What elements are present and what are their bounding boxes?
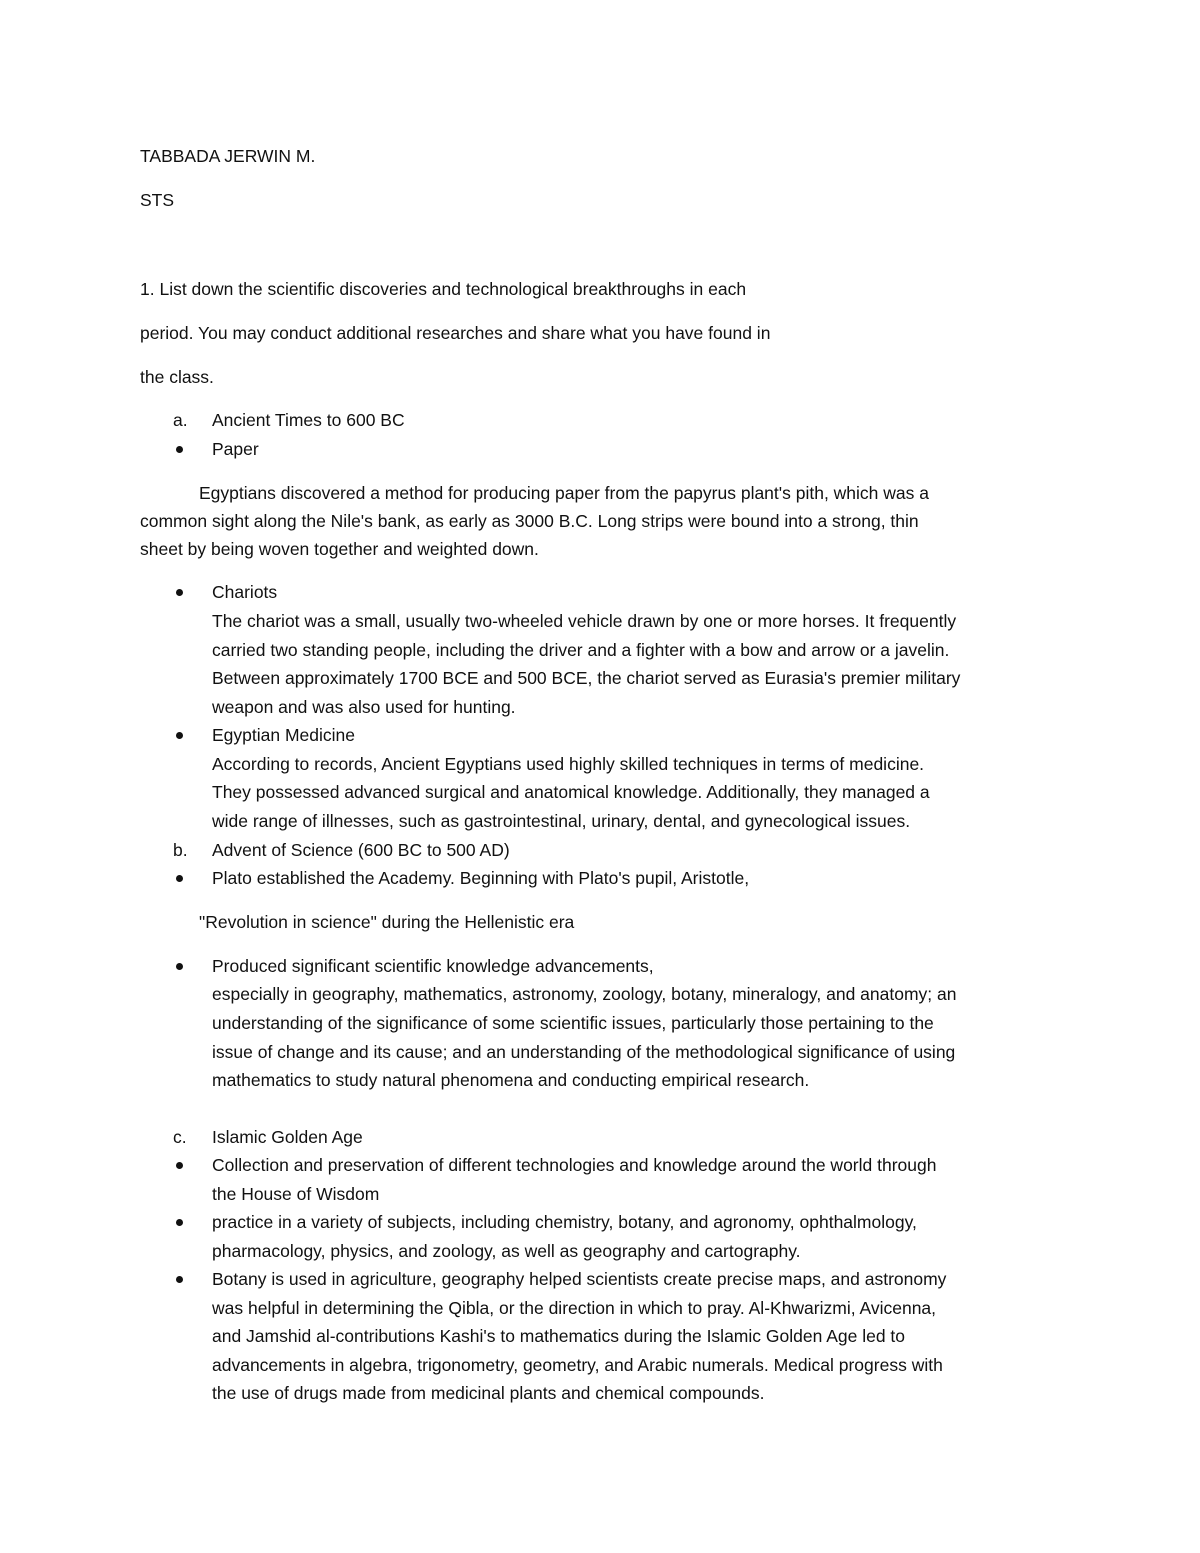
collection-line-2: the House of Wisdom bbox=[212, 1184, 380, 1204]
chariots-line-4: weapon and was also used for hunting. bbox=[212, 697, 516, 717]
paper-line-1: Egyptians discovered a method for producing paper from the papyrus plant's pith, which was a bbox=[199, 483, 929, 503]
botany-line-5: the use of drugs made from medicinal plants and chemical compounds. bbox=[212, 1383, 765, 1403]
bullet-icon bbox=[176, 963, 183, 970]
medicine-line-3: wide range of illnesses, such as gastrointestinal, urinary, dental, and gynecological issues. bbox=[212, 811, 911, 831]
produced-line-2: especially in geography, mathematics, astronomy, zoology, botany, mineralogy, and anatomy; an bbox=[212, 984, 957, 1004]
revolution-line: "Revolution in science" during the Hellenistic era bbox=[199, 912, 575, 932]
subject-label: STS bbox=[140, 190, 175, 210]
chariots-title: Chariots bbox=[212, 582, 278, 602]
plato-line: Plato established the Academy. Beginning with Plato's pupil, Aristotle, bbox=[212, 868, 750, 888]
paper-line-3: sheet by being woven together and weighted down. bbox=[140, 539, 539, 559]
section-a-marker: a. bbox=[173, 410, 188, 430]
medicine-line-2: They possessed advanced surgical and anatomical knowledge. Additionally, they managed a bbox=[212, 782, 930, 802]
practice-line-1: practice in a variety of subjects, including chemistry, botany, and agronomy, ophthalmology, bbox=[212, 1212, 917, 1232]
produced-line-4: issue of change and its cause; and an understanding of the methodological significance of using bbox=[212, 1042, 956, 1062]
question-line-2: period. You may conduct additional researches and share what you have found in bbox=[140, 323, 771, 343]
produced-line-3: understanding of the significance of some scientific issues, particularly those pertaining to the bbox=[212, 1013, 934, 1033]
botany-line-1: Botany is used in agriculture, geography helped scientists create precise maps, and astronomy bbox=[212, 1269, 947, 1289]
medicine-title: Egyptian Medicine bbox=[212, 725, 355, 745]
chariots-line-1: The chariot was a small, usually two-wheeled vehicle drawn by one or more horses. It frequently bbox=[212, 611, 957, 631]
produced-line-5: mathematics to study natural phenomena and conducting empirical research. bbox=[212, 1070, 810, 1090]
student-name: TABBADA JERWIN M. bbox=[140, 146, 316, 166]
section-c-marker: c. bbox=[173, 1127, 187, 1147]
medicine-line-1: According to records, Ancient Egyptians used highly skilled techniques in terms of medicine. bbox=[212, 754, 925, 774]
bullet-icon bbox=[176, 1162, 183, 1169]
section-b-marker: b. bbox=[173, 840, 188, 860]
practice-line-2: pharmacology, physics, and zoology, as well as geography and cartography. bbox=[212, 1241, 801, 1261]
paper-title: Paper bbox=[212, 439, 259, 459]
chariots-line-2: carried two standing people, including the driver and a fighter with a bow and arrow or a javelin. bbox=[212, 640, 950, 660]
bullet-icon bbox=[176, 1219, 183, 1226]
botany-line-3: and Jamshid al-contributions Kashi's to mathematics during the Islamic Golden Age led to bbox=[212, 1326, 906, 1346]
section-c-title: Islamic Golden Age bbox=[212, 1127, 363, 1147]
section-b-title: Advent of Science (600 BC to 500 AD) bbox=[212, 840, 510, 860]
bullet-icon bbox=[176, 875, 183, 882]
chariots-line-3: Between approximately 1700 BCE and 500 BCE, the chariot served as Eurasia's premier military bbox=[212, 668, 961, 688]
question-line-1: 1. List down the scientific discoveries and technological breakthroughs in each bbox=[140, 279, 747, 299]
produced-line-1: Produced significant scientific knowledge advancements, bbox=[212, 956, 654, 976]
paper-line-2: common sight along the Nile's bank, as early as 3000 B.C. Long strips were bound into a strong, thin bbox=[140, 511, 919, 531]
question-line-3: the class. bbox=[140, 367, 214, 387]
bullet-icon bbox=[176, 1276, 183, 1283]
collection-line-1: Collection and preservation of different technologies and knowledge around the world through bbox=[212, 1155, 937, 1175]
botany-line-2: was helpful in determining the Qibla, or the direction in which to pray. Al-Khwarizmi, Avicenna, bbox=[212, 1298, 937, 1318]
bullet-icon bbox=[176, 446, 183, 453]
section-a-title: Ancient Times to 600 BC bbox=[212, 410, 405, 430]
bullet-icon bbox=[176, 589, 183, 596]
bullet-icon bbox=[176, 732, 183, 739]
botany-line-4: advancements in algebra, trigonometry, geometry, and Arabic numerals. Medical progress with bbox=[212, 1355, 943, 1375]
